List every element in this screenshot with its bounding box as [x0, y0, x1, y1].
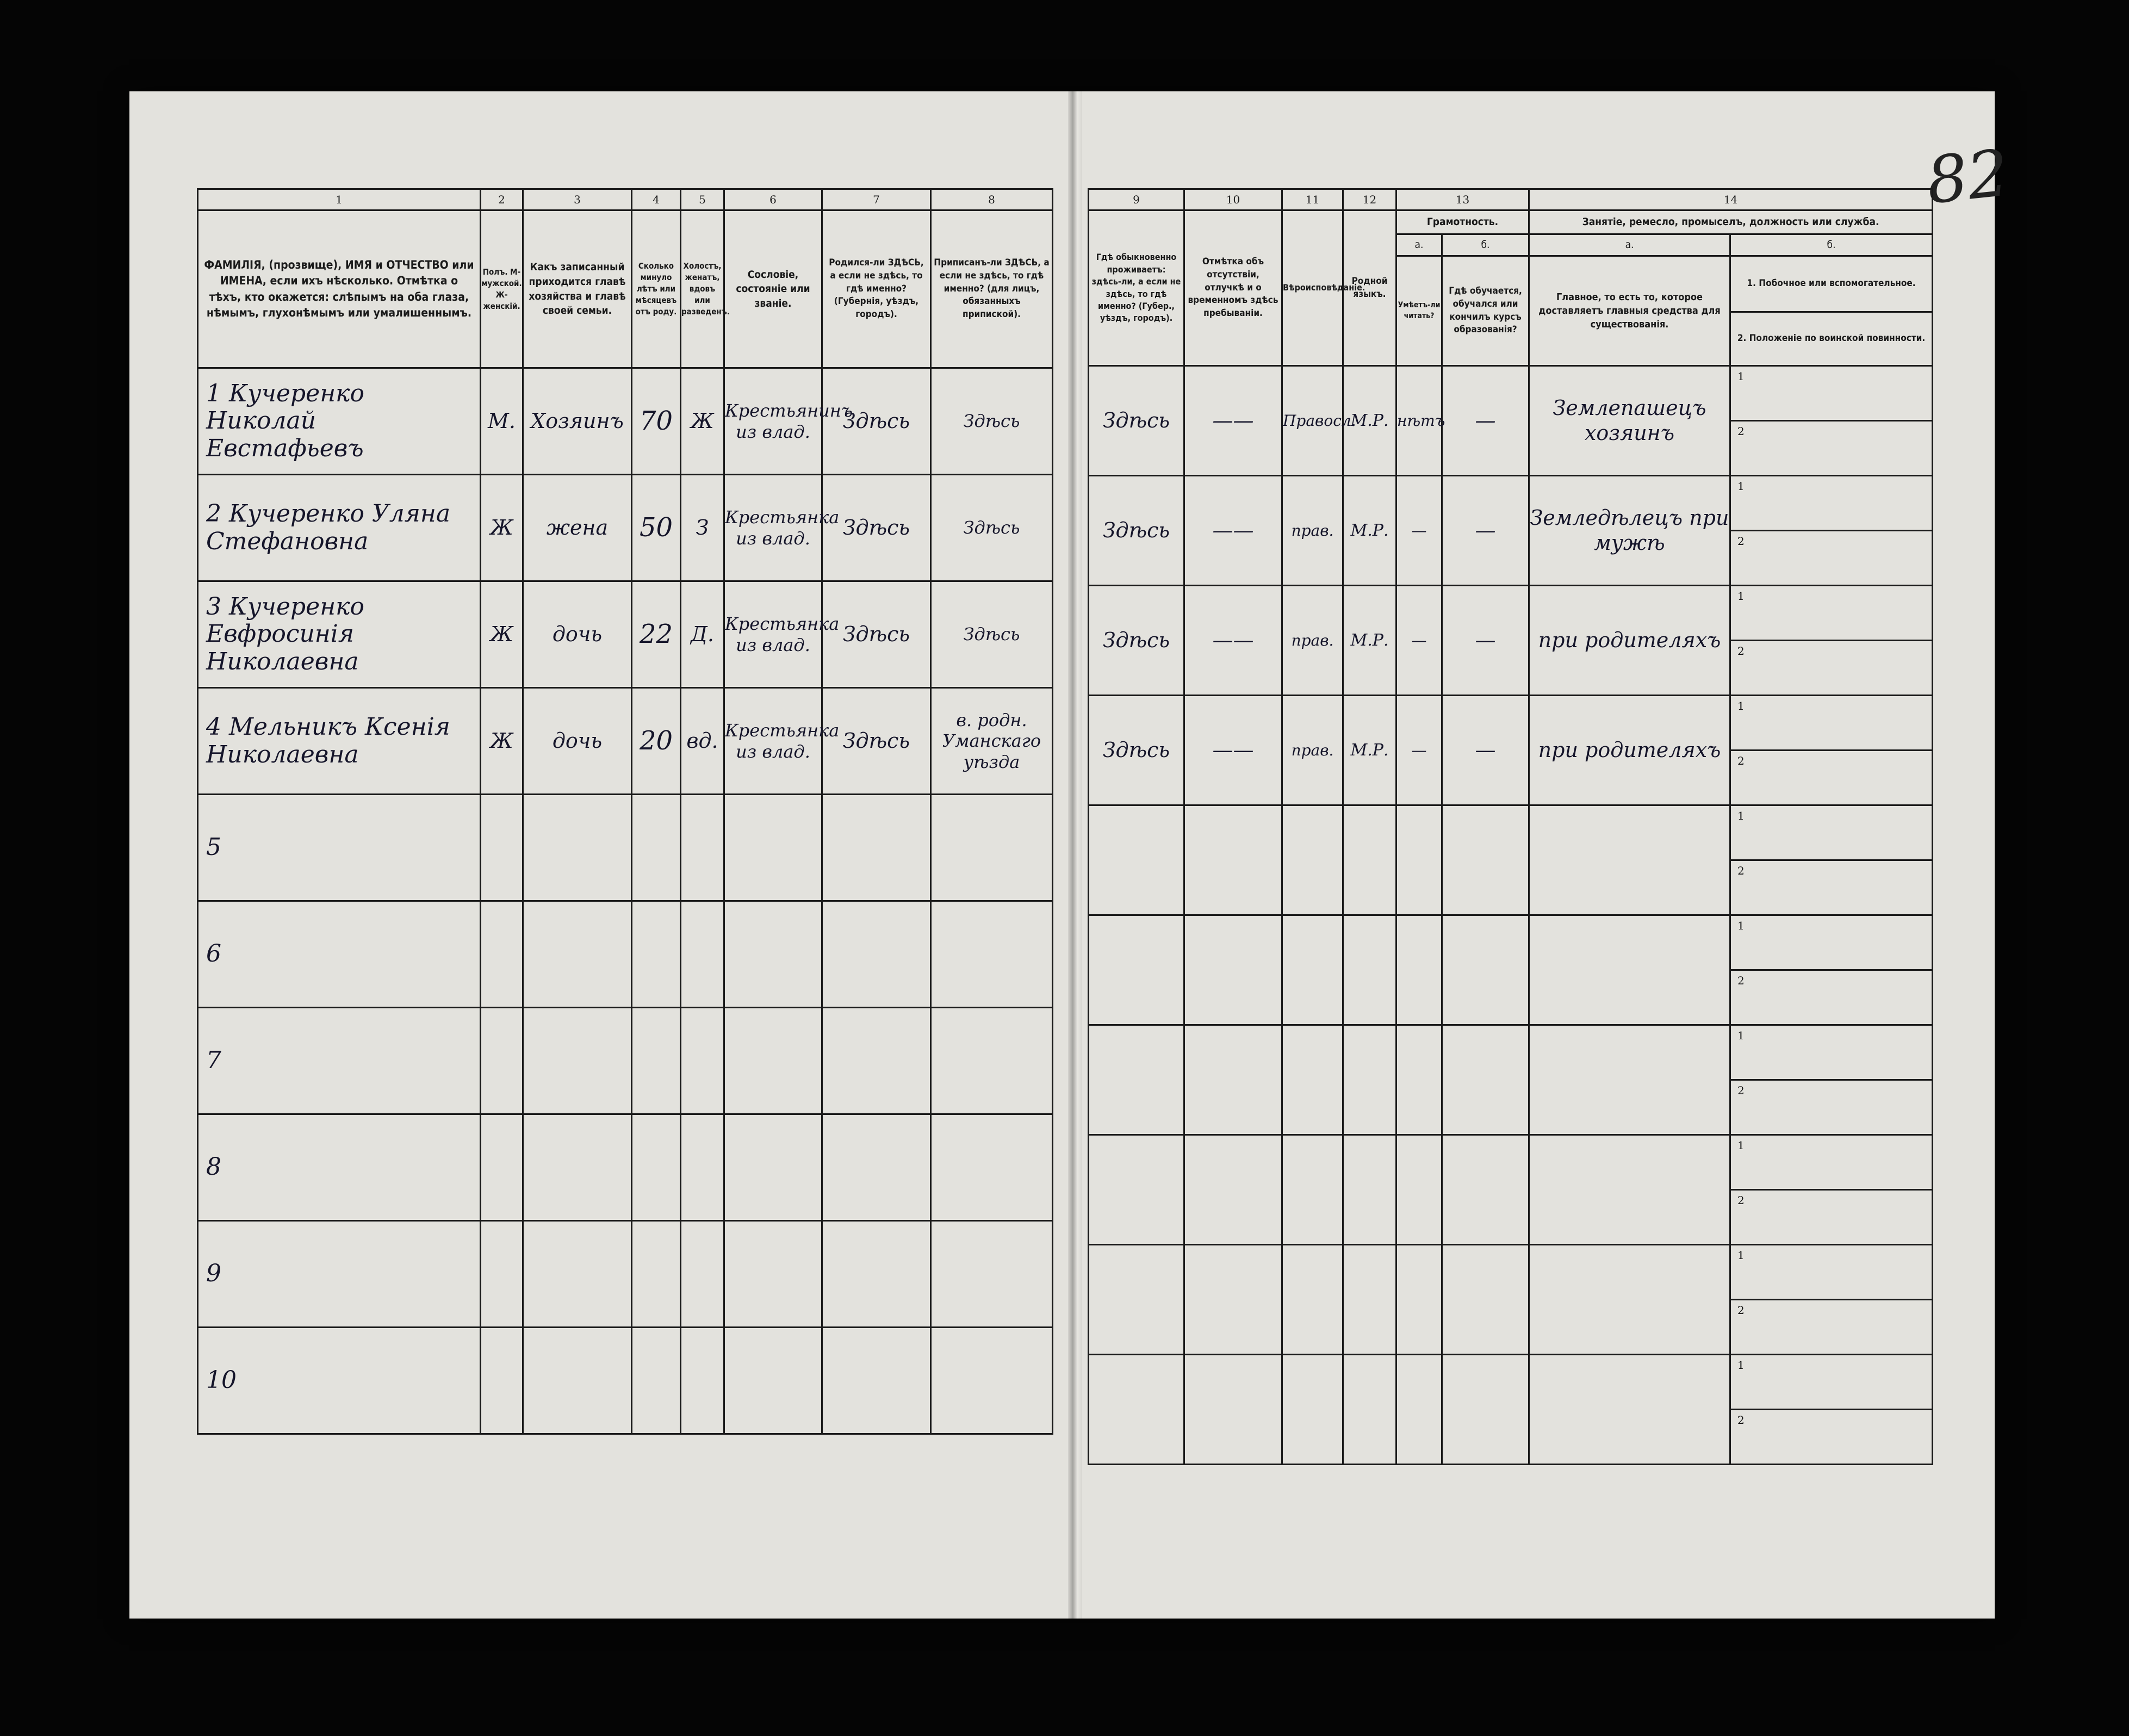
born-cell	[822, 1008, 931, 1114]
education-cell: —	[1442, 366, 1529, 476]
residence-cell	[1089, 915, 1184, 1025]
main-occupation-cell: при родителяхъ	[1529, 586, 1730, 696]
sex-cell	[481, 1114, 523, 1221]
name-cell	[198, 475, 481, 581]
row-number: 5	[206, 833, 221, 861]
table-row	[1089, 476, 1933, 586]
col-num-1: 1	[198, 189, 481, 210]
sub-line-2: 2	[1737, 1084, 1745, 1097]
religion-cell	[1282, 1135, 1343, 1245]
language-cell	[1343, 915, 1396, 1025]
born-cell	[822, 1328, 931, 1434]
religion-cell	[1282, 915, 1343, 1025]
sub-line-2: 2	[1737, 1194, 1745, 1207]
sex-cell	[481, 1008, 523, 1114]
header-main-occupation: Главное, то есть то, которое доставляетъ главныя средства для существованія.	[1529, 256, 1730, 366]
religion-cell	[1282, 1025, 1343, 1135]
main-occupation-cell	[1529, 1025, 1730, 1135]
age-cell	[632, 901, 681, 1008]
header-side-occupation	[1730, 256, 1933, 366]
side-occupation-cell	[1730, 366, 1933, 476]
can-read-cell	[1396, 1135, 1442, 1245]
header-registered: Приписанъ-ли ЗДѢСЬ, а если не здѣсь, то гдѣ именно? (для лицъ, обязанныхъ припиской).	[931, 210, 1053, 368]
estate-cell: Крестьянинъ из влад.	[724, 368, 822, 475]
row-number: 8	[206, 1153, 221, 1181]
language-cell	[1343, 805, 1396, 915]
table-row	[198, 1328, 1053, 1434]
name-cell	[198, 795, 481, 901]
header-name: ФАМИЛІЯ, (прозвище), ИМЯ и ОТЧЕСТВО или ИМЕНА, если ихъ нѣсколько. Отмѣтка о тѣхъ, кто окажется: слѣпымъ на оба глаза, нѣмымъ, глухонѣмымъ или умалишеннымъ.	[198, 210, 481, 368]
side-occupation-cell	[1730, 586, 1933, 696]
marital-cell	[681, 901, 724, 1008]
person-name: Мельникъ Ксенія Николаевна	[206, 712, 450, 768]
absence-cell	[1184, 915, 1282, 1025]
row-number: 3	[206, 592, 221, 621]
registered-cell: в. родн. Уманскаго уѣзда	[931, 688, 1053, 795]
sub-line-1: 1	[1731, 476, 1932, 531]
born-cell	[822, 1221, 931, 1328]
table-row	[198, 581, 1053, 688]
registered-cell: Здѣсь	[931, 368, 1053, 475]
age-cell	[632, 1221, 681, 1328]
right-census-table	[1088, 188, 1933, 1465]
education-cell: —	[1442, 696, 1529, 805]
person-name: Кучеренко Уляна Стефановна	[206, 499, 451, 555]
row-number: 7	[206, 1046, 221, 1075]
residence-cell	[1089, 1135, 1184, 1245]
name-cell	[198, 1328, 481, 1434]
relation-cell: дочь	[523, 581, 632, 688]
relation-cell	[523, 901, 632, 1008]
header-occupation-a: а.	[1529, 234, 1730, 256]
can-read-cell: нѣтъ	[1396, 366, 1442, 476]
row-number: 1	[206, 379, 221, 407]
absence-cell	[1184, 1245, 1282, 1355]
relation-cell	[523, 1114, 632, 1221]
age-cell	[632, 795, 681, 901]
relation-cell: жена	[523, 475, 632, 581]
side-occupation-cell	[1730, 1135, 1933, 1245]
side-occupation-cell	[1730, 696, 1933, 805]
absence-cell: ——	[1184, 586, 1282, 696]
table-row	[198, 901, 1053, 1008]
estate-cell	[724, 901, 822, 1008]
marital-cell	[681, 1008, 724, 1114]
main-occupation-cell	[1529, 1135, 1730, 1245]
age-cell	[632, 1328, 681, 1434]
side-occupation-cell	[1730, 1245, 1933, 1355]
residence-cell	[1089, 1245, 1184, 1355]
residence-cell	[1089, 1355, 1184, 1465]
table-row	[198, 368, 1053, 475]
estate-cell	[724, 1008, 822, 1114]
sub-line-1: 1	[1731, 696, 1932, 751]
page-fold	[1068, 91, 1082, 1619]
marital-cell	[681, 1114, 724, 1221]
language-cell: М.Р.	[1343, 586, 1396, 696]
age-cell: 22	[632, 581, 681, 688]
side-occupation-cell	[1730, 915, 1933, 1025]
header-language: Родной языкъ.	[1343, 210, 1396, 366]
sub-line-2: 2	[1737, 1413, 1745, 1427]
marital-cell	[681, 1221, 724, 1328]
header-occupation: Занятіе, ремесло, промыселъ, должность или служба.	[1529, 210, 1933, 234]
registered-cell	[931, 1328, 1053, 1434]
census-sheet	[129, 91, 2012, 1619]
religion-cell	[1282, 1245, 1343, 1355]
religion-cell: прав.	[1282, 586, 1343, 696]
sub-line-1: 1	[1731, 367, 1932, 421]
name-cell	[198, 368, 481, 475]
relation-cell	[523, 1008, 632, 1114]
name-cell	[198, 1008, 481, 1114]
table-row	[198, 1114, 1053, 1221]
relation-cell: Хозяинъ	[523, 368, 632, 475]
col-num-2: 2	[481, 189, 523, 210]
marital-cell: Д.	[681, 581, 724, 688]
page-number: 82	[1923, 135, 2012, 219]
header-side-2: 2. Положеніе по воинской повинности.	[1737, 333, 1926, 344]
marital-cell: Ж	[681, 368, 724, 475]
row-number: 9	[206, 1260, 221, 1288]
header-estate: Сословіе, состояніе или званіе.	[724, 210, 822, 368]
language-cell	[1343, 1025, 1396, 1135]
language-cell: М.Р.	[1343, 366, 1396, 476]
sub-line-2: 2	[1737, 974, 1745, 987]
residence-cell: Здѣсь	[1089, 476, 1184, 586]
header-sex: Полъ. М-мужской. Ж-женскій.	[481, 210, 523, 368]
col-num-4: 4	[632, 189, 681, 210]
sex-cell	[481, 1328, 523, 1434]
education-cell	[1442, 1245, 1529, 1355]
can-read-cell: —	[1396, 586, 1442, 696]
table-row	[198, 688, 1053, 795]
estate-cell: Крестьянка из влад.	[724, 475, 822, 581]
sub-line-1: 1	[1731, 1245, 1932, 1300]
sub-line-2: 2	[1737, 644, 1745, 658]
registered-cell: Здѣсь	[931, 581, 1053, 688]
sub-line-1: 1	[1731, 586, 1932, 641]
language-cell	[1343, 1245, 1396, 1355]
registered-cell	[931, 1008, 1053, 1114]
age-cell	[632, 1114, 681, 1221]
table-row	[1089, 1135, 1933, 1245]
header-literacy-a: а.	[1396, 234, 1442, 256]
absence-cell: ——	[1184, 476, 1282, 586]
col-num-8: 8	[931, 189, 1053, 210]
header-born: Родился-ли ЗДѢСЬ, а если не здѣсь, то гдѣ именно? (Губернія, уѣздъ, городъ).	[822, 210, 931, 368]
marital-cell	[681, 1328, 724, 1434]
sub-line-2: 2	[1737, 425, 1745, 438]
col-num-13: 13	[1396, 189, 1529, 210]
col-num-12: 12	[1343, 189, 1396, 210]
table-row	[198, 1221, 1053, 1328]
col-num-10: 10	[1184, 189, 1282, 210]
sex-cell: Ж	[481, 688, 523, 795]
can-read-cell	[1396, 805, 1442, 915]
relation-cell	[523, 1328, 632, 1434]
sex-cell: Ж	[481, 581, 523, 688]
right-table-body	[1089, 366, 1933, 1465]
religion-cell	[1282, 1355, 1343, 1465]
table-row	[1089, 805, 1933, 915]
registered-cell	[931, 795, 1053, 901]
table-row	[198, 795, 1053, 901]
born-cell	[822, 1114, 931, 1221]
left-table-body	[198, 368, 1053, 1434]
sex-cell	[481, 901, 523, 1008]
can-read-cell: —	[1396, 696, 1442, 805]
education-cell	[1442, 1355, 1529, 1465]
person-name: Кучеренко Евфросинія Николаевна	[206, 592, 364, 675]
residence-cell	[1089, 1025, 1184, 1135]
person-name: Кучеренко Николай Евстафьевъ	[206, 379, 364, 462]
relation-cell: дочь	[523, 688, 632, 795]
header-can-read: Умѣетъ-ли читать?	[1396, 256, 1442, 366]
sex-cell	[481, 1221, 523, 1328]
can-read-cell: —	[1396, 476, 1442, 586]
table-row	[1089, 1025, 1933, 1135]
name-cell	[198, 901, 481, 1008]
sub-line-1: 1	[1731, 1026, 1932, 1081]
registered-cell: Здѣсь	[931, 475, 1053, 581]
sub-line-1: 1	[1731, 916, 1932, 971]
absence-cell: ——	[1184, 696, 1282, 805]
table-row	[198, 475, 1053, 581]
born-cell: Здѣсь	[822, 475, 931, 581]
education-cell: —	[1442, 476, 1529, 586]
name-cell	[198, 1221, 481, 1328]
col-num-5: 5	[681, 189, 724, 210]
sub-line-2: 2	[1737, 1304, 1745, 1317]
sub-line-2: 2	[1737, 754, 1745, 767]
born-cell: Здѣсь	[822, 581, 931, 688]
estate-cell	[724, 1221, 822, 1328]
header-literacy-b: б.	[1442, 234, 1529, 256]
language-cell	[1343, 1135, 1396, 1245]
col-num-14: 14	[1529, 189, 1933, 210]
language-cell	[1343, 1355, 1396, 1465]
name-cell	[198, 1114, 481, 1221]
side-occupation-cell	[1730, 805, 1933, 915]
estate-cell	[724, 1114, 822, 1221]
col-num-11: 11	[1282, 189, 1343, 210]
estate-cell	[724, 1328, 822, 1434]
absence-cell	[1184, 1025, 1282, 1135]
side-occupation-cell	[1730, 1355, 1933, 1465]
header-relation: Какъ записанный приходится главѣ хозяйства и главѣ своей семьи.	[523, 210, 632, 368]
born-cell: Здѣсь	[822, 688, 931, 795]
absence-cell	[1184, 1355, 1282, 1465]
registered-cell	[931, 1114, 1053, 1221]
row-number: 6	[206, 940, 221, 968]
table-row	[1089, 1355, 1933, 1465]
main-occupation-cell	[1529, 1245, 1730, 1355]
age-cell: 20	[632, 688, 681, 795]
marital-cell: З	[681, 475, 724, 581]
registered-cell	[931, 901, 1053, 1008]
absence-cell	[1184, 1135, 1282, 1245]
education-cell	[1442, 1135, 1529, 1245]
residence-cell: Здѣсь	[1089, 366, 1184, 476]
estate-cell: Крестьянка из влад.	[724, 688, 822, 795]
age-cell: 70	[632, 368, 681, 475]
table-row	[1089, 915, 1933, 1025]
name-cell	[198, 688, 481, 795]
estate-cell	[724, 795, 822, 901]
religion-cell: прав.	[1282, 476, 1343, 586]
residence-cell	[1089, 805, 1184, 915]
can-read-cell	[1396, 1355, 1442, 1465]
table-row	[1089, 1245, 1933, 1355]
born-cell	[822, 901, 931, 1008]
col-num-9: 9	[1089, 189, 1184, 210]
header-absence: Отмѣтка объ отсутствіи, отлучкѣ и о временномъ здѣсь пребываніи.	[1184, 210, 1282, 366]
relation-cell	[523, 795, 632, 901]
religion-cell: прав.	[1282, 696, 1343, 805]
main-occupation-cell	[1529, 805, 1730, 915]
header-marital: Холостъ, женатъ, вдовъ или разведенъ.	[681, 210, 724, 368]
sex-cell: М.	[481, 368, 523, 475]
religion-cell	[1282, 805, 1343, 915]
main-occupation-cell	[1529, 1355, 1730, 1465]
name-cell	[198, 581, 481, 688]
left-census-table	[197, 188, 1053, 1435]
residence-cell: Здѣсь	[1089, 586, 1184, 696]
absence-cell	[1184, 805, 1282, 915]
row-number: 10	[206, 1366, 237, 1394]
age-cell	[632, 1008, 681, 1114]
language-cell: М.Р.	[1343, 476, 1396, 586]
age-cell: 50	[632, 475, 681, 581]
sex-cell: Ж	[481, 475, 523, 581]
marital-cell: вд.	[681, 688, 724, 795]
sub-line-2: 2	[1737, 864, 1745, 877]
marital-cell	[681, 795, 724, 901]
header-religion: Вѣроисповѣданіе.	[1282, 210, 1343, 366]
header-age: Сколько минуло лѣтъ или мѣсяцевъ отъ роду.	[632, 210, 681, 368]
estate-cell: Крестьянка из влад.	[724, 581, 822, 688]
religion-cell: Правосл.	[1282, 366, 1343, 476]
header-side-1: 1. Побочное или вспомогательное.	[1731, 257, 1932, 313]
education-cell	[1442, 1025, 1529, 1135]
header-literacy: Грамотность.	[1396, 210, 1529, 234]
table-row	[198, 1008, 1053, 1114]
sub-line-1: 1	[1731, 1136, 1932, 1191]
header-occupation-b: б.	[1730, 234, 1933, 256]
can-read-cell	[1396, 1245, 1442, 1355]
born-cell	[822, 795, 931, 901]
table-row	[1089, 366, 1933, 476]
table-row	[1089, 696, 1933, 805]
main-occupation-cell: Земледѣлецъ при мужѣ	[1529, 476, 1730, 586]
main-occupation-cell	[1529, 915, 1730, 1025]
table-row	[1089, 586, 1933, 696]
side-occupation-cell	[1730, 476, 1933, 586]
language-cell: М.Р.	[1343, 696, 1396, 805]
main-occupation-cell: при родителяхъ	[1529, 696, 1730, 805]
sub-line-1: 1	[1731, 1355, 1932, 1410]
col-num-6: 6	[724, 189, 822, 210]
relation-cell	[523, 1221, 632, 1328]
row-number: 4	[206, 712, 221, 741]
col-num-7: 7	[822, 189, 931, 210]
sex-cell	[481, 795, 523, 901]
registered-cell	[931, 1221, 1053, 1328]
born-cell: Здѣсь	[822, 368, 931, 475]
col-num-3: 3	[523, 189, 632, 210]
can-read-cell	[1396, 915, 1442, 1025]
education-cell	[1442, 805, 1529, 915]
row-number: 2	[206, 499, 221, 528]
sub-line-1: 1	[1731, 806, 1932, 861]
education-cell: —	[1442, 586, 1529, 696]
header-residence: Гдѣ обыкновенно проживаетъ: здѣсь-ли, а если не здѣсь, то гдѣ именно? (Губер., уѣздъ, городъ).	[1089, 210, 1184, 366]
absence-cell: ——	[1184, 366, 1282, 476]
education-cell	[1442, 915, 1529, 1025]
sub-line-2: 2	[1737, 535, 1745, 548]
main-occupation-cell: Землепашецъ хозяинъ	[1529, 366, 1730, 476]
side-occupation-cell	[1730, 1025, 1933, 1135]
can-read-cell	[1396, 1025, 1442, 1135]
residence-cell: Здѣсь	[1089, 696, 1184, 805]
header-education: Гдѣ обучается, обучался или кончилъ курсъ образованія?	[1442, 256, 1529, 366]
